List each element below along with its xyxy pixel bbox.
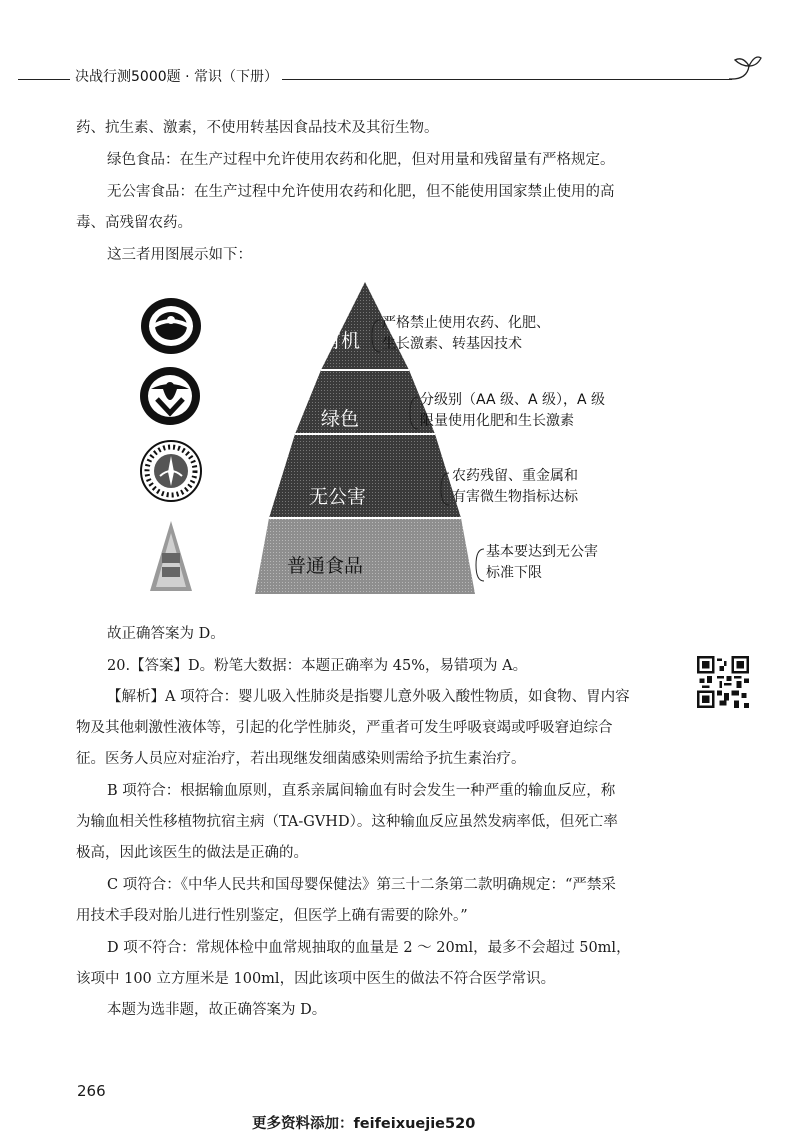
- paragraph-line: 征。医务人员应对症治疗，若出现继发细菌感染则需给予抗生素治疗。: [76, 751, 526, 767]
- tier-note-line: 分级别（AA 级、A 级），A 级: [420, 392, 606, 408]
- paragraph-option-d: D 项不符合：常规体检中血常规抽取的血量是 2 ～ 20ml，最多不会超过 50ml，: [107, 940, 631, 956]
- paragraph-green-food: 绿色食品：在生产过程中允许使用农药和化肥，但对用量和残留量有严格规定。: [107, 152, 615, 168]
- qr-code-icon[interactable]: [697, 656, 749, 708]
- page-number: 266: [77, 1082, 106, 1100]
- paragraph-option-c: C 项符合：《中华人民共和国母婴保健法》第三十二条第二款明确规定：“严禁采: [107, 877, 616, 893]
- pollution-free-food-logo: [138, 438, 204, 504]
- organic-food-logo: [138, 296, 204, 356]
- tier-note-green: [420, 390, 605, 432]
- paragraph-line: 该项中 100 立方厘米是 100ml，因此该项中医生的做法不符合医学常识。: [76, 971, 556, 987]
- tier-note-bracket-pollution-free: [437, 471, 451, 507]
- tier-note-line: 农药残留、重金属和: [452, 468, 578, 484]
- tier-note-line: 基本要达到无公害: [486, 544, 598, 560]
- paragraph-line: 用技术手段对胎儿进行性别鉴定，但医学上确有需要的除外。”: [76, 908, 468, 924]
- tier-note-line: 严格禁止使用农药、化肥、: [382, 315, 550, 331]
- paragraph-line: 极高，因此该医生的做法是正确的。: [76, 845, 308, 861]
- paragraph-line: 药、抗生素、激素，不使用转基因食品技术及其衍生物。: [76, 120, 439, 136]
- running-header-title: 决战行测5000题 · 常识（下册）: [75, 69, 278, 85]
- paragraph-option-b: B 项符合：根据输血原则，直系亲属间输血有时会发生一种严重的输血反应，称: [107, 783, 616, 799]
- paragraph-answer-20: 20.【答案】D。粉笔大数据：本题正确率为 45%，易错项为 A。: [107, 658, 528, 674]
- paragraph-answer-19: 故正确答案为 D。: [107, 626, 225, 642]
- tier-note-bracket-organic: [368, 318, 382, 354]
- paragraph-line: 物及其他刺激性液体等，引起的化学性肺炎，严重者可发生呼吸衰竭或呼吸窘迫综合: [76, 720, 613, 736]
- header-rule-left: [18, 79, 70, 80]
- green-food-logo: [137, 365, 203, 427]
- paragraph-line: 为输血相关性移植物抗宿主病（TA-GVHD）。这种输血反应虽然发病率低，但死亡率: [76, 814, 618, 830]
- paragraph-figure-intro: 这三者用图展示如下：: [107, 247, 252, 263]
- tier-label-ordinary: 普通食品: [287, 555, 364, 577]
- sprout-icon: [727, 52, 763, 82]
- tier-note-line: 有害微生物指标达标: [452, 489, 578, 505]
- tier-note-line: 标准下限: [486, 565, 542, 581]
- food-safety-qs-logo: [148, 519, 194, 593]
- tier-label-pollution-free: 无公害: [309, 486, 367, 508]
- paragraph-pollution-free-food: 无公害食品：在生产过程中允许使用农药和化肥，但不能使用国家禁止使用的高: [107, 184, 615, 200]
- tier-note-bracket-ordinary: [472, 547, 486, 583]
- tier-note-ordinary: [486, 542, 598, 584]
- tier-note-bracket-green: [406, 395, 420, 431]
- tier-note-line: 生长激素、转基因技术: [382, 336, 522, 352]
- tier-label-organic: 有机: [322, 330, 361, 352]
- footer-contact-text: 更多资料添加：feifeixuejie520: [252, 1116, 476, 1132]
- tier-note-organic: [382, 313, 550, 355]
- paragraph-conclusion: 本题为选非题，故正确答案为 D。: [107, 1002, 327, 1018]
- header-rule-right: [282, 79, 732, 80]
- tier-label-green: 绿色: [321, 408, 360, 430]
- paragraph-line: 毒、高残留农药。: [76, 215, 192, 231]
- paragraph-analysis: 【解析】A 项符合：婴儿吸入性肺炎是指婴儿意外吸入酸性物质，如食物、胃内容: [107, 689, 630, 705]
- tier-note-pollution-free: [452, 466, 578, 508]
- tier-note-line: 限量使用化肥和生长激素: [420, 413, 574, 429]
